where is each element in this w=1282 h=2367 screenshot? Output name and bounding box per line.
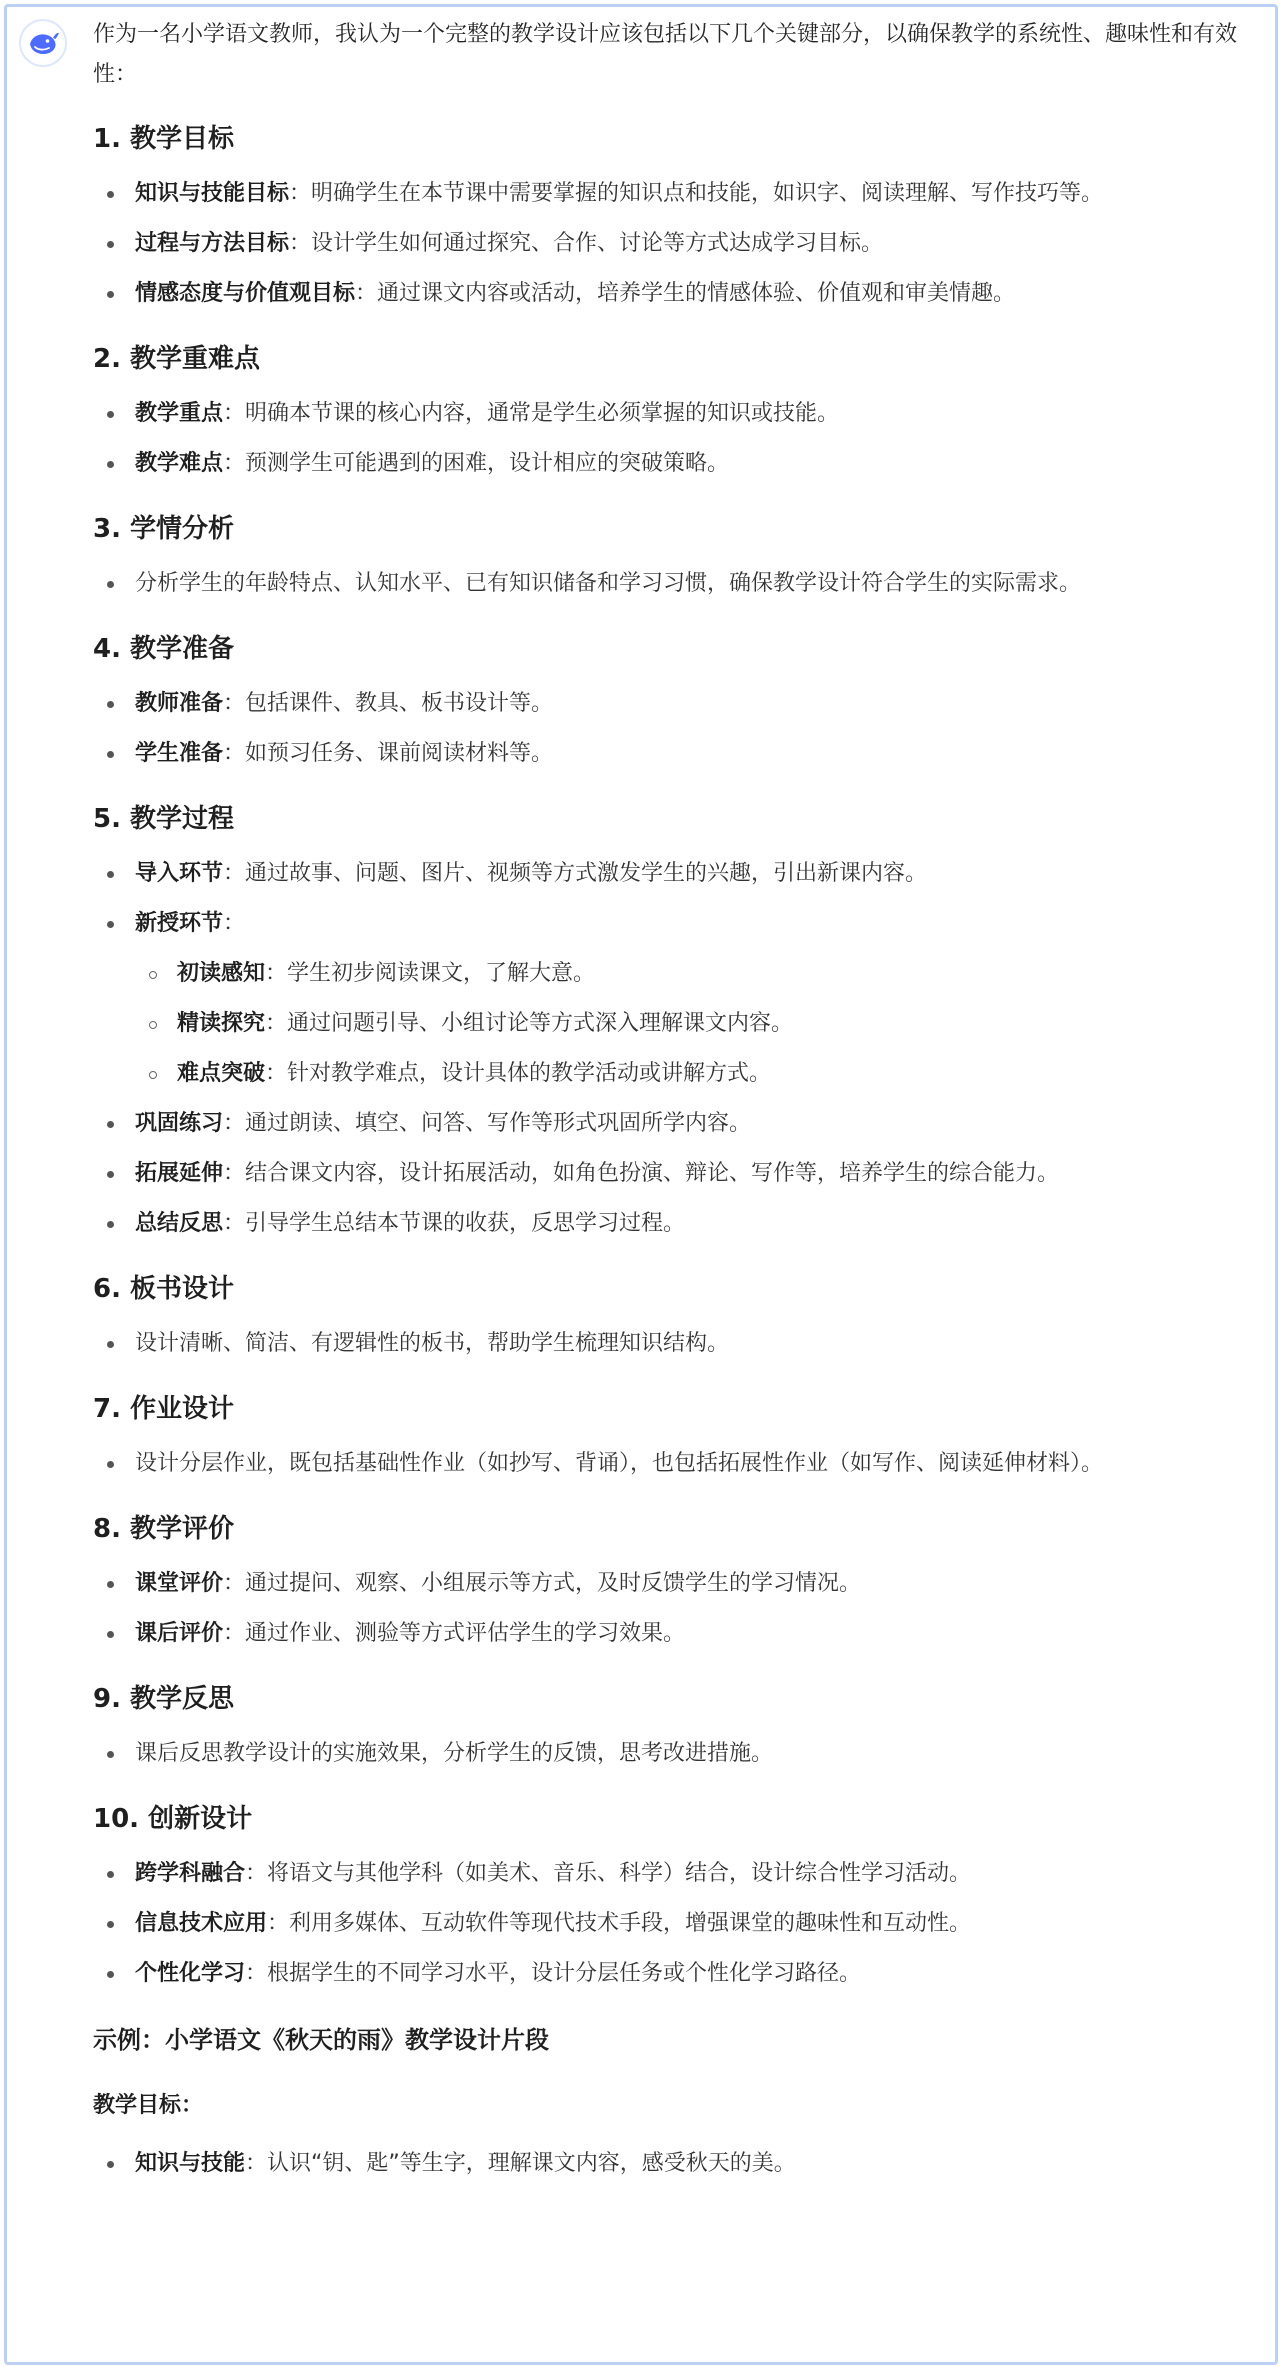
- item-text: ：如预习任务、课前阅读材料等。: [223, 741, 554, 766]
- item-bold: 教学难点: [135, 451, 224, 476]
- item-text: ：通过问题引导、小组讨论等方式深入理解课文内容。: [265, 1011, 794, 1036]
- item-text: ：通过故事、问题、图片、视频等方式激发学生的兴趣，引出新课内容。: [223, 861, 928, 886]
- item-bold: 知识与技能目标: [135, 181, 290, 206]
- section-heading: 10. 创新设计: [93, 1804, 253, 1834]
- item-text: ：结合课文内容，设计拓展活动，如角色扮演、辩论、写作等，培养学生的综合能力。: [223, 1161, 1060, 1186]
- item-text: 分析学生的年龄特点、认知水平、已有知识储备和学习习惯，确保教学设计符合学生的实际需求。: [135, 571, 1082, 596]
- item-text: ：明确学生在本节课中需要掌握的知识点和技能，如识字、阅读理解、写作技巧等。: [289, 181, 1104, 206]
- item-bold: 巩固练习: [135, 1111, 224, 1136]
- whale-logo-icon: [26, 26, 60, 60]
- list-item: [93, 227, 1259, 261]
- item-text: ：预测学生可能遇到的困难，设计相应的突破策略。: [223, 451, 730, 476]
- item-text: 设计清晰、简洁、有逻辑性的板书，帮助学生梳理知识结构。: [135, 1331, 730, 1356]
- section-heading: 8. 教学评价: [93, 1514, 235, 1544]
- section-heading: 3. 学情分析: [93, 514, 235, 544]
- section-list: [93, 1567, 1259, 1651]
- item-text: ：通过作业、测验等方式评估学生的学习效果。: [223, 1621, 686, 1646]
- item-bold: 跨学科融合: [135, 1861, 246, 1886]
- list-item: [93, 907, 1259, 1091]
- intro-paragraph: 作为一名小学语文教师，我认为一个完整的教学设计应该包括以下几个关键部分，以确保教学的系统性、趣味性和有效性：: [93, 22, 1238, 87]
- list-item: [93, 397, 1259, 431]
- item-text: 课后反思教学设计的实施效果，分析学生的反馈，思考改进措施。: [135, 1741, 774, 1766]
- section-list: [93, 857, 1259, 1241]
- item-bold: 精读探究: [177, 1011, 266, 1036]
- message-content: [93, 15, 1259, 2197]
- item-text: ：利用多媒体、互动软件等现代技术手段，增强课堂的趣味性和互动性。: [267, 1911, 972, 1936]
- item-text: ：通过提问、观察、小组展示等方式，及时反馈学生的学习情况。: [223, 1571, 862, 1596]
- list-item: [93, 1737, 1259, 1771]
- section-heading: 2. 教学重难点: [93, 344, 261, 374]
- list-item: [93, 567, 1259, 601]
- example-list: [93, 2147, 1259, 2181]
- item-bold: 信息技术应用: [135, 1911, 268, 1936]
- section-heading: 1. 教学目标: [93, 124, 235, 154]
- assistant-avatar: [19, 19, 67, 67]
- example-subheading: 教学目标：: [93, 2093, 204, 2118]
- item-text: ：明确本节课的核心内容，通常是学生必须掌握的知识或技能。: [223, 401, 840, 426]
- item-text: ：根据学生的不同学习水平，设计分层任务或个性化学习路径。: [245, 1961, 862, 1986]
- item-bold: 导入环节: [135, 861, 224, 886]
- item-bold: 拓展延伸: [135, 1161, 224, 1186]
- list-item: [93, 1957, 1259, 1991]
- sub-list-item: [135, 1057, 1259, 1091]
- section-heading: 6. 板书设计: [93, 1274, 235, 1304]
- list-item: [93, 737, 1259, 771]
- section-heading: 9. 教学反思: [93, 1684, 235, 1714]
- list-item: [93, 857, 1259, 891]
- item-text: ：学生初步阅读课文，了解大意。: [265, 961, 596, 986]
- item-bold: 总结反思: [135, 1211, 224, 1236]
- item-text: ：通过课文内容或活动，培养学生的情感体验、价值观和审美情趣。: [355, 281, 1016, 306]
- list-item: [93, 447, 1259, 481]
- list-item: [93, 1327, 1259, 1361]
- item-bold: 个性化学习: [135, 1961, 246, 1986]
- section-heading: 7. 作业设计: [93, 1394, 235, 1424]
- item-text: ：引导学生总结本节课的收获，反思学习过程。: [223, 1211, 686, 1236]
- item-text: ：: [223, 911, 246, 936]
- item-text: 设计分层作业，既包括基础性作业（如抄写、背诵），也包括拓展性作业（如写作、阅读延伸材料）。: [135, 1451, 1104, 1476]
- section-list: [93, 687, 1259, 771]
- list-item: [93, 1907, 1259, 1941]
- section-list: [93, 397, 1259, 481]
- section-list: [93, 177, 1259, 311]
- item-bold: 课堂评价: [135, 1571, 224, 1596]
- sub-list: [135, 957, 1259, 1091]
- item-bold: 课后评价: [135, 1621, 224, 1646]
- item-bold: 学生准备: [135, 741, 224, 766]
- item-bold: 知识与技能: [135, 2151, 246, 2176]
- sub-list-item: [135, 1007, 1259, 1041]
- item-bold: 情感态度与价值观目标: [135, 281, 356, 306]
- section-list: [93, 567, 1259, 601]
- section-list: [93, 1447, 1259, 1481]
- example-heading: 示例：小学语文《秋天的雨》教学设计片段: [93, 2026, 549, 2054]
- list-item: [93, 1567, 1259, 1601]
- item-bold: 初读感知: [177, 961, 266, 986]
- item-bold: 教师准备: [135, 691, 224, 716]
- list-item: [93, 2147, 1259, 2181]
- chat-message-frame: [4, 4, 1278, 2365]
- list-item: [93, 1447, 1259, 1481]
- section-list: [93, 1327, 1259, 1361]
- item-text: ：针对教学难点，设计具体的教学活动或讲解方式。: [265, 1061, 772, 1086]
- section-list: [93, 1737, 1259, 1771]
- item-text: ：认识“钥、匙”等生字，理解课文内容，感受秋天的美。: [245, 2151, 796, 2176]
- list-item: [93, 1207, 1259, 1241]
- item-bold: 新授环节: [135, 911, 224, 936]
- item-bold: 难点突破: [177, 1061, 266, 1086]
- list-item: [93, 1617, 1259, 1651]
- section-heading: 4. 教学准备: [93, 634, 235, 664]
- list-item: [93, 687, 1259, 721]
- list-item: [93, 277, 1259, 311]
- item-bold: 过程与方法目标: [135, 231, 290, 256]
- item-text: ：包括课件、教具、板书设计等。: [223, 691, 554, 716]
- section-list: [93, 1857, 1259, 1991]
- sub-list-item: [135, 957, 1259, 991]
- item-text: ：通过朗读、填空、问答、写作等形式巩固所学内容。: [223, 1111, 752, 1136]
- list-item: [93, 1857, 1259, 1891]
- list-item: [93, 1157, 1259, 1191]
- list-item: [93, 1107, 1259, 1141]
- item-bold: 教学重点: [135, 401, 224, 426]
- item-text: ：将语文与其他学科（如美术、音乐、科学）结合，设计综合性学习活动。: [245, 1861, 972, 1886]
- section-heading: 5. 教学过程: [93, 804, 235, 834]
- list-item: [93, 177, 1259, 211]
- item-text: ：设计学生如何通过探究、合作、讨论等方式达成学习目标。: [289, 231, 884, 256]
